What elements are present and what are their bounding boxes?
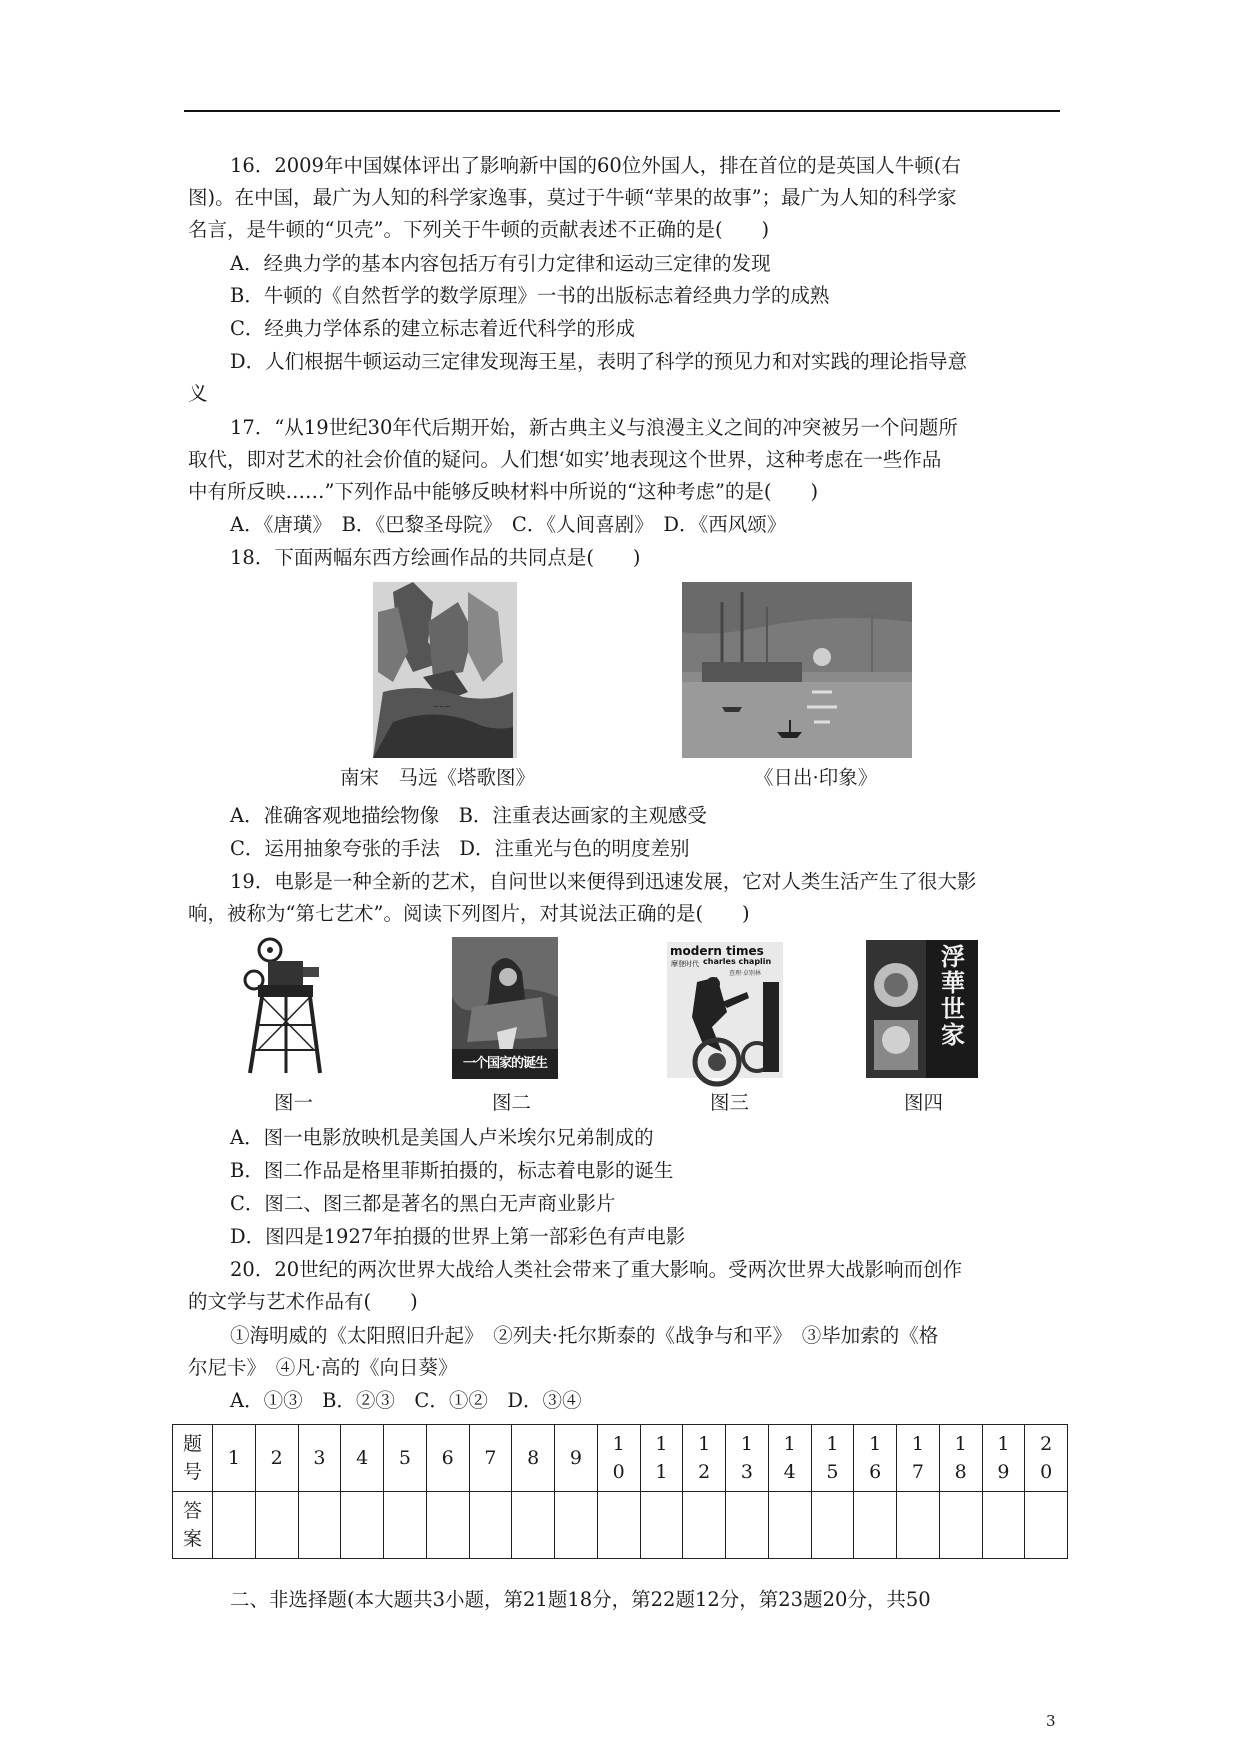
answer-cell[interactable]: [726, 1492, 769, 1559]
answer-cell[interactable]: [426, 1492, 469, 1559]
question-number-cell: [597, 1425, 640, 1492]
q19-option-b: B．图二作品是格里菲斯拍摄的，标志着电影的诞生: [230, 1159, 674, 1182]
poster3-side-text: modern times: [784, 989, 795, 1061]
answer-cell[interactable]: [555, 1492, 598, 1559]
question-number-digit: 1: [783, 1433, 796, 1455]
q16-option-b: B．牛顿的《自然哲学的数学原理》一书的出版标志着经典力学的成熟: [230, 284, 830, 307]
poster3-title: modern times: [670, 944, 764, 958]
question-number-cell: [854, 1425, 897, 1492]
answer-label: 答 案: [173, 1492, 213, 1559]
question-number-digit: 1: [911, 1433, 924, 1455]
question-number-cell: 5: [384, 1425, 427, 1492]
q19-option-c: C．图二、图三都是著名的黑白无声商业影片: [230, 1192, 616, 1215]
poster3-side-band: [763, 982, 779, 1072]
question-number-digit: 3: [740, 1461, 753, 1483]
question-number-digit: 2: [698, 1461, 711, 1483]
question-number-cell: 6: [426, 1425, 469, 1492]
section-two-heading: 二、非选择题(本大题共3小题，第21题18分，第22题12分，第23题20分，共50: [230, 1588, 931, 1611]
question-number-cell: [726, 1425, 769, 1492]
question-number-cell: [939, 1425, 982, 1492]
question-number-digit: 7: [911, 1461, 924, 1483]
question-number-label: 题 号: [173, 1425, 213, 1492]
question-number-digit: 1: [869, 1433, 882, 1455]
poster3-sub: charles chaplin: [703, 957, 772, 966]
figure-1-caption: 图一: [274, 1091, 314, 1114]
question-number-digit: 1: [655, 1461, 668, 1483]
question-number-digit: 1: [954, 1433, 967, 1455]
q16-option-a: A．经典力学的基本内容包括万有引力定律和运动三定律的发现: [230, 252, 771, 275]
question-number-cell: [982, 1425, 1025, 1492]
answer-cell[interactable]: [768, 1492, 811, 1559]
q17-line-1: 17．“从19世纪30年代后期开始，新古典主义与浪漫主义之间的冲突被另一个问题所: [230, 416, 958, 439]
figure-2-caption: 图二: [492, 1091, 532, 1114]
q16-option-d-cont: 义: [188, 382, 208, 405]
answer-cell[interactable]: [640, 1492, 683, 1559]
answer-cell[interactable]: [298, 1492, 341, 1559]
answer-cell[interactable]: [897, 1492, 940, 1559]
question-number-cell: 3: [298, 1425, 341, 1492]
answer-cell[interactable]: [1025, 1492, 1068, 1559]
q18-options-cd: C．运用抽象夸张的手法 D．注重光与色的明度差别: [230, 837, 690, 860]
answer-cell[interactable]: [341, 1492, 384, 1559]
q18-options-ab: A．准确客观地描绘物像 B．注重表达画家的主观感受: [230, 804, 707, 827]
answer-cell[interactable]: [512, 1492, 555, 1559]
question-number-digit: 0: [1040, 1461, 1053, 1483]
q20-line-1: 20．20世纪的两次世界大战给人类社会带来了重大影响。受两次世界大战影响而创作: [230, 1258, 963, 1281]
question-number-digit: 1: [655, 1433, 668, 1455]
q17-line-3: 中有所反映……”下列作品中能够反映材料中所说的“这种考虑”的是( ): [188, 480, 819, 503]
question-number-cell: 1: [213, 1425, 256, 1492]
question-number-digit: 4: [783, 1461, 796, 1483]
page-number: 3: [1046, 1712, 1056, 1730]
answer-cell[interactable]: [597, 1492, 640, 1559]
q19-option-a: A．图一电影放映机是美国人卢米埃尔兄弟制成的: [230, 1126, 654, 1149]
question-number-digit: 1: [997, 1433, 1010, 1455]
question-number-cell: [640, 1425, 683, 1492]
figure-3-caption: 图三: [710, 1091, 750, 1114]
q17-line-2: 取代，即对艺术的社会价值的疑问。人们想‘如实’地表现这个世界，这种考虑在一些作品: [188, 448, 942, 471]
question-number-cell: [811, 1425, 854, 1492]
q20-line-2: 的文学与艺术作品有( ): [188, 1290, 418, 1313]
caption-impression-sunrise: 《日出·印象》: [754, 766, 878, 789]
header-rule: [184, 110, 1060, 112]
question-number-digit: 0: [612, 1461, 625, 1483]
question-number-digit: 1: [826, 1433, 839, 1455]
question-number-row: [173, 1425, 1068, 1492]
answer-cell[interactable]: [683, 1492, 726, 1559]
figure-4-caption: 图四: [904, 1091, 944, 1114]
question-number-cell: [1025, 1425, 1068, 1492]
question-number-digit: 1: [740, 1433, 753, 1455]
question-number-cell: [683, 1425, 726, 1492]
poster3-cn-small: 查理·卓别林: [729, 970, 761, 977]
answer-cell[interactable]: [384, 1492, 427, 1559]
q20-items-line-1: ①海明威的《太阳照旧升起》 ②列夫·托尔斯泰的《战争与和平》 ③毕加索的《格: [230, 1324, 939, 1347]
answer-table: [172, 1424, 1068, 1559]
poster4-title: 浮華世家: [941, 942, 965, 1049]
q20-items-line-2: 尔尼卡》 ④凡·高的《向日葵》: [188, 1356, 458, 1379]
poster-figure-four: [866, 940, 978, 1078]
poster-birth-of-a-nation: [452, 937, 558, 1079]
question-number-cell: 2: [255, 1425, 298, 1492]
answer-cell[interactable]: [213, 1492, 256, 1559]
answer-cell[interactable]: [854, 1492, 897, 1559]
question-number-cell: [768, 1425, 811, 1492]
answer-cell[interactable]: [469, 1492, 512, 1559]
poster3-cn: 摩登时代: [671, 960, 699, 968]
question-number-digit: 1: [612, 1433, 625, 1455]
answer-row: [173, 1492, 1068, 1559]
q19-line-1: 19．电影是一种全新的艺术，自问世以来便得到迅速发展，它对人类生活产生了很大影: [230, 870, 977, 893]
q16-option-c: C．经典力学体系的建立标志着近代科学的形成: [230, 317, 635, 340]
question-number-cell: 8: [512, 1425, 555, 1492]
question-number-cell: 9: [555, 1425, 598, 1492]
question-number-digit: 9: [997, 1461, 1010, 1483]
question-number-cell: [897, 1425, 940, 1492]
poster2-title: 一个国家的诞生: [452, 1049, 558, 1079]
question-number-digit: 2: [1040, 1433, 1053, 1455]
question-number-digit: 1: [698, 1433, 711, 1455]
answer-cell[interactable]: [939, 1492, 982, 1559]
painting-impression-sunrise: [682, 582, 912, 758]
poster-modern-times: [667, 942, 795, 1078]
question-number-digit: 5: [826, 1461, 839, 1483]
q19-option-d: D．图四是1927年拍摄的世界上第一部彩色有声电影: [230, 1225, 686, 1248]
q16-option-d: D．人们根据牛顿运动三定律发现海王星，表明了科学的预见力和对实践的理论指导意: [230, 350, 968, 373]
question-number-cell: 4: [341, 1425, 384, 1492]
q16-line-3: 名言，是牛顿的“贝壳”。下列关于牛顿的贡献表述不正确的是( ): [188, 218, 770, 241]
q16-line-2: 图)。在中国，最广为人知的科学家逸事，莫过于牛顿“苹果的故事”；最广为人知的科学家: [188, 186, 957, 209]
q19-line-2: 响，被称为“第七艺术”。阅读下列图片，对其说法正确的是( ): [188, 902, 750, 925]
painting-song-dynasty: [373, 582, 517, 758]
q17-options: A．《唐璜》 B．《巴黎圣母院》 C．《人间喜剧》 D．《西风颂》: [230, 513, 787, 536]
question-number-cell: 7: [469, 1425, 512, 1492]
question-number-digit: 8: [954, 1461, 967, 1483]
answer-cell[interactable]: [255, 1492, 298, 1559]
q16-line-1: 16．2009年中国媒体评出了影响新中国的60位外国人，排在首位的是英国人牛顿(右: [230, 154, 961, 177]
answer-cell[interactable]: [811, 1492, 854, 1559]
caption-song-painting: 南宋 马远《塔歌图》: [340, 766, 536, 789]
svg-text:~~~: ~~~: [433, 703, 451, 711]
projector-image: [240, 935, 332, 1075]
q18-stem: 18．下面两幅东西方绘画作品的共同点是( ): [230, 546, 641, 569]
answer-cell[interactable]: [982, 1492, 1025, 1559]
question-number-digit: 6: [869, 1461, 882, 1483]
q20-options: A．①③ B．②③ C．①② D．③④: [230, 1389, 582, 1412]
